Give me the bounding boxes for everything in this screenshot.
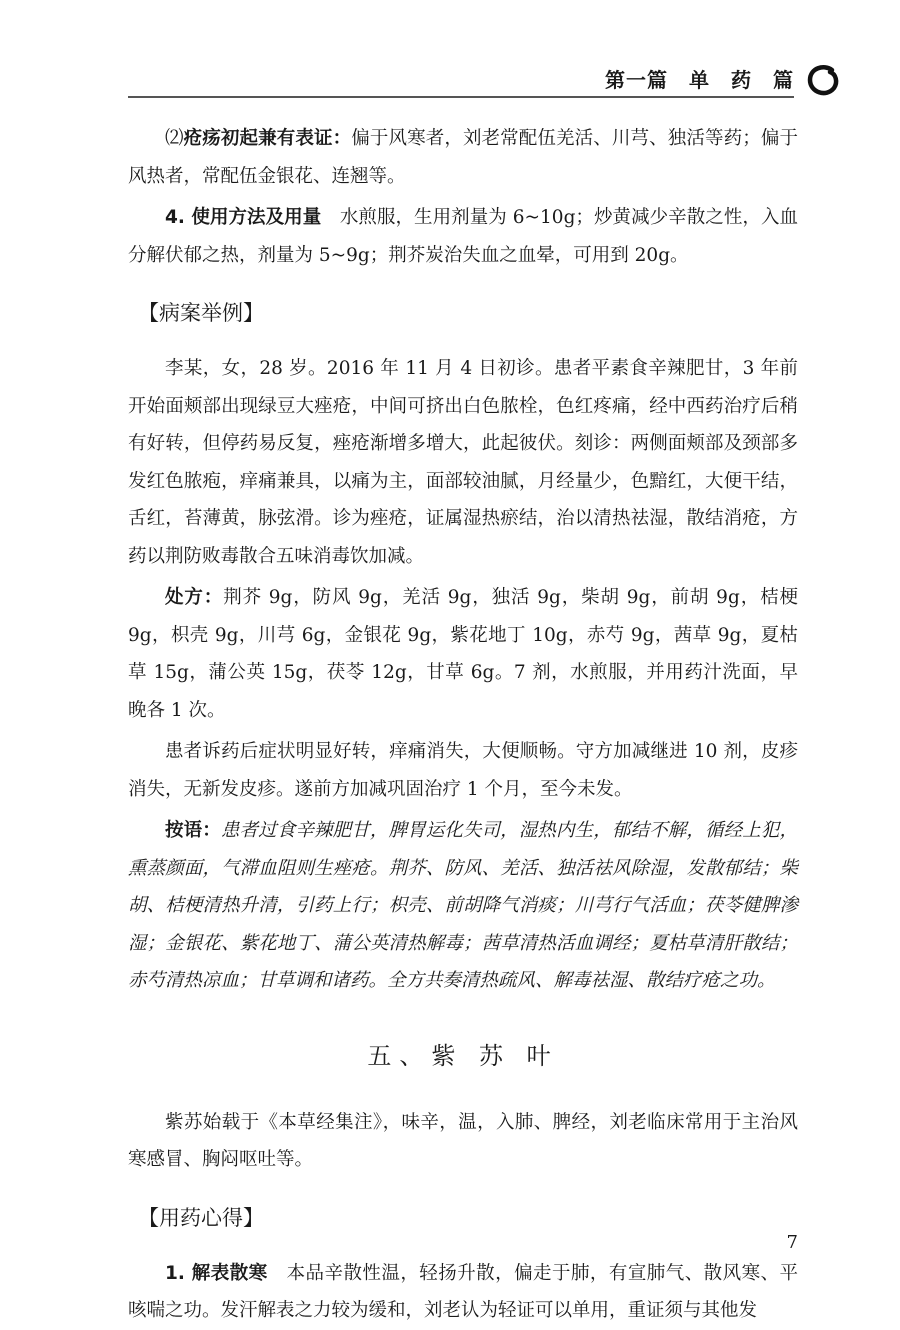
paragraph-intro: 紫苏始载于《本草经集注》，味辛，温，入肺、脾经，刘老临床常用于主治风寒感冒、胸闷呕吐等。 [128,1111,798,1170]
paragraph-commentary [128,812,798,1000]
item-text: 偏于风寒者，刘老常配伍羌活、川芎、独活等药；偏于风热者，常配伍金银花、连翘等。 [128,128,798,187]
paragraph-case: 李某，女，28 岁。2016 年 11 月 4 日初诊。患者平素食辛辣肥甘，3 年前开始面颊部出现绿豆大痤疮，中间可挤出白色脓栓，色红疼痛，经中西药治疗后稍有好转，但停药易反复，痤疮渐增多增大，此起彼伏。刻诊：两侧面颊部及颈部多发红色脓疱，痒痛兼具，以痛为主，面部较油腻，月经量少，色黯红，大便干结，舌红，苔薄黄，脉弦滑。诊为痤疮，证属湿热瘀结，治以清热祛湿，散结消疮，方药以荆防败毒散合五味消毒饮加减。 [128,358,798,567]
prescription-label: 处方： [165,587,224,608]
prescription-text: 荆芥 9g，防风 9g，羌活 9g，独活 9g，柴胡 9g，前胡 9g，桔梗 9g，枳壳 9g，川芎 6g，金银花 9g，紫花地丁 10g，赤芍 9g，茜草 9g，夏枯草 15g，蒲公英 15g，茯苓 12g，甘草 6g。7 剂，水煎服，并用药汁洗面，早晚各 1 次。 [128,587,798,721]
experience-text: 本品辛散性温，轻扬升散，偏走于肺，有宣肺气、散风寒、平咳喘之功。发汗解表之力较为缓和，刘老认为轻证可以单用，重证须与其他发 [128,1262,798,1321]
page-number: 7 [786,1232,798,1253]
experience-label: 1. 解表散寒 [165,1262,268,1284]
running-header [128,62,794,98]
header-title: 第一篇 单 药 篇 [605,68,794,92]
paragraph-followup: 患者诉药后症状明显好转，痒痛消失，大便顺畅。守方加减继进 10 剂，皮疹消失，无新发皮疹。遂前方加减巩固治疗 1 个月，至今未发。 [128,741,798,800]
item-number: ⑵ [165,128,184,149]
section-heading-case: 【病案举例】 [138,301,264,325]
usage-text: 水煎服，生用剂量为 6~10g；炒黄减少辛散之性，入血分解伏郁之热，剂量为 5~9g；荆芥炭治失血之血晕，可用到 20g。 [128,207,798,266]
chapter-title: 五、紫 苏 叶 [367,1041,559,1070]
header-swirl-icon [806,64,840,98]
section-heading-experience: 【用药心得】 [138,1205,264,1230]
item-label: 疮疡初起兼有表证： [183,128,352,149]
commentary-label: 按语： [165,820,221,841]
usage-label: 4. 使用方法及用量 [165,207,322,228]
paragraph-usage-dosage [128,199,798,274]
paragraph-sore-exterior [128,120,798,195]
paragraph-prescription [128,579,798,729]
commentary-text: 患者过食辛辣肥甘，脾胃运化失司，湿热内生，郁结不解，循经上犯，熏蒸颜面，气滞血阻则生痤疮。荆芥、防风、羌活、独活祛风除湿，发散郁结；柴胡、桔梗清热升清，引药上行；枳壳、前胡降气消痰；川芎行气活血；茯苓健脾渗湿；金银花、紫花地丁、蒲公英清热解毒；茜草清热活血调经；夏枯草清肝散结；赤芍清热凉血；甘草调和诸药。全方共奏清热疏风、解毒祛湿、散结疗疮之功。 [128,820,798,991]
page-body [128,120,798,1330]
paragraph-experience-1 [128,1255,798,1330]
